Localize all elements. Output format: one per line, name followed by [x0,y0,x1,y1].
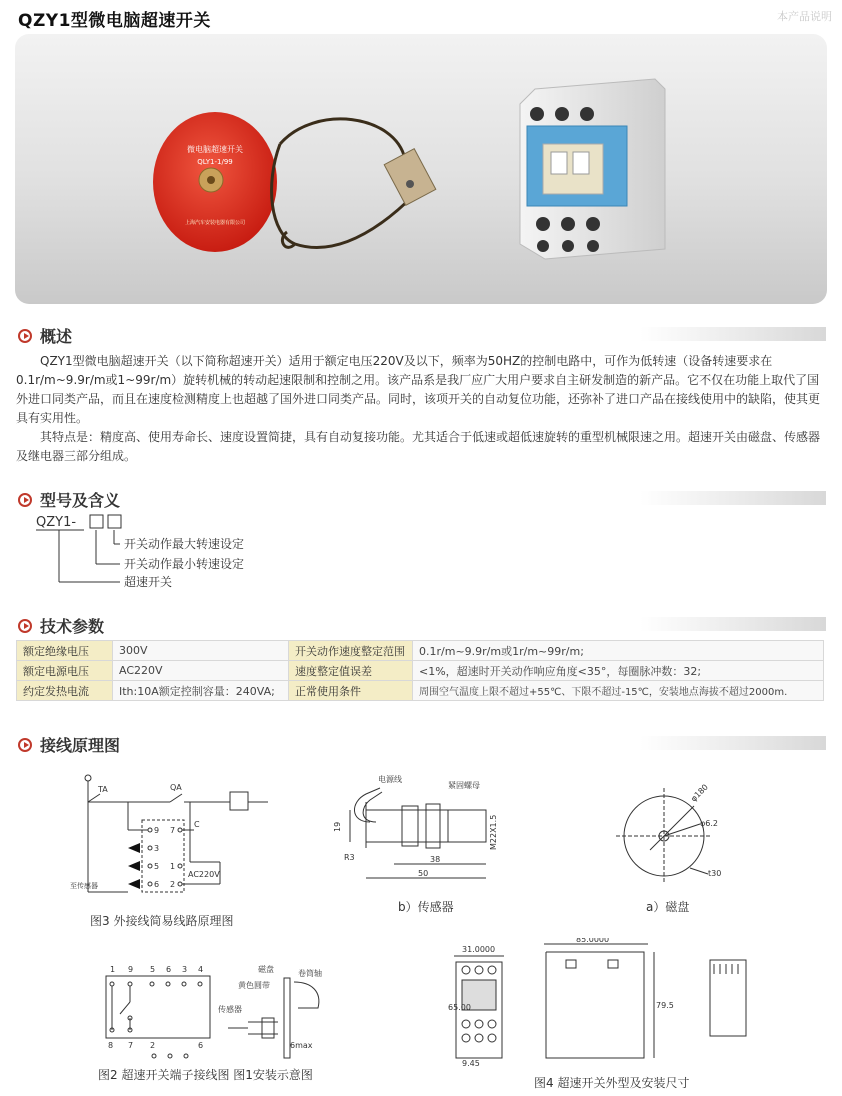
play-circle-icon [18,738,32,752]
dim-r3: R3 [344,853,355,862]
page-title: QZY1型微电脑超速开关 [18,11,211,31]
param-value: 0.1r/m~9.9r/m或1r/m~99r/m; [413,641,824,661]
label-ac220v: AC220V [188,870,220,879]
table-row [17,681,824,701]
model-line-3: 超速开关 [124,575,173,589]
dim-m22: M22X1.5 [489,814,498,850]
terminal-bottom-1: 8 [108,1041,114,1050]
model-line-1: 开关动作最大转速设定 [124,537,245,551]
terminal-bottom-2: 7 [128,1041,134,1050]
play-circle-icon [18,329,32,343]
figure-3-caption: 图3 外接线简易线路原理图 [90,914,234,928]
section-heading-wiring [18,733,120,756]
param-label: 约定发热电流 [17,681,113,701]
section-heading-params [18,614,104,637]
terminal-bottom-3: 2 [150,1041,156,1050]
label-ta: TA [98,785,108,794]
param-label: 额定电源电压 [17,661,113,681]
label-6max: 6max [290,1041,313,1050]
play-circle-icon [18,619,32,633]
model-code: QZY1- [36,515,77,530]
terminal-7: 7 [170,826,176,835]
section-bar [640,327,826,341]
label-nut: 紧固螺母 [448,781,480,790]
overview-paragraph-1: QZY1型微电脑超速开关（以下简称超速开关）适用于额定电压220V及以下，频率为50HZ的控制电路中，可作为低转速（设备转速要求在0.1r/m~9.9r/m或1~99r/m）旋转机械的转动起速限制和控制之用。该产品系是我厂应广大用户要求自主研发制造的新产品。它不仅在功能上取代了国外进口同类产品，而且在速度检测精度上也超越了国外进口同类产品。同时，该项开关的自动复位功能，还弥补了进口产品在接线使用中的缺陷，使其更具有实用性。 [16,354,821,425]
param-value: AC220V [113,661,289,681]
section-title: 型号及含义 [40,491,121,510]
figure-3-circuit [70,772,280,932]
overview-text [16,352,826,466]
terminal-top-3: 5 [150,965,156,974]
label-c: C [194,820,200,829]
product-photo [15,34,827,304]
disk-label-1: 微电脑超速开关 [187,145,243,154]
table-row [17,661,824,681]
label-magnet: 磁盘 [258,965,274,974]
dim-50: 50 [418,869,429,878]
terminal-top-6: 4 [198,965,204,974]
dim-phi180: φ180 [689,782,710,804]
dim-t30: t30 [708,869,722,878]
terminal-top-4: 6 [166,965,172,974]
label-power-cable: 电源线 [378,775,402,784]
section-bar [640,736,826,750]
label-qa: QA [170,783,182,792]
model-diagram [34,512,294,592]
param-label: 额定绝缘电压 [17,641,113,661]
param-value: <1%，超速时开关动作响应角度<35°，每圈脉冲数：32; [413,661,824,681]
dim-795: 79.5 [656,1001,674,1010]
relay-module-image [520,79,665,259]
param-value: Ith:10A额定控制容量：240VA; [113,681,289,701]
terminal-bottom-4: 6 [198,1041,204,1050]
disk-label-2: QLY1-1/99 [197,158,233,166]
disk-caption: a）磁盘 [646,900,690,914]
section-heading-overview [18,324,72,347]
overview-paragraph-2: 其特点是：精度高、使用寿命长、速度设置简捷，具有自动复接功能。尤其适合于低速或超低速旋转的重型机械限速之用。超速开关由磁盘、传感器及继电器三部分组成。 [16,430,821,463]
figure-4-caption: 图4 超速开关外型及安装尺寸 [534,1076,690,1090]
figure-2-terminal [98,962,338,1066]
header-faint-text: 本产品说明 [777,10,832,23]
disk-drawing [610,780,730,890]
terminal-6: 6 [154,880,160,889]
terminal-3: 3 [154,844,160,853]
sensor-bracket-image [384,149,436,206]
section-bar [640,617,826,631]
figure-4-dimensions [448,938,748,1068]
terminal-top-1: 1 [110,965,116,974]
sensor-caption: b）传感器 [398,900,454,914]
param-value: 300V [113,641,289,661]
section-bar [640,491,826,505]
param-value: 周围空气温度上限不超过+55℃、下限不超过-15℃，安装地点海拔不超过2000m. [413,681,824,701]
disk-footer: 上海汽车安装电器有限公司 [184,220,246,226]
terminal-top-2: 9 [128,965,134,974]
terminal-2: 2 [170,880,176,889]
dim-945: 9.45 [462,1059,480,1068]
terminal-top-5: 3 [182,965,188,974]
param-label: 正常使用条件 [289,681,413,701]
section-title: 技术参数 [40,617,105,636]
dim-38: 38 [430,855,441,864]
label-to-sensor: 至传感器 [70,882,98,890]
terminal-1: 1 [170,862,176,871]
section-title: 概述 [40,327,73,346]
play-circle-icon [18,493,32,507]
label-sensor: 传感器 [218,1005,242,1014]
magnet-disk-image [153,112,277,252]
table-row [17,641,824,661]
dim-phi62: φ6.2 [700,819,718,828]
terminal-9: 9 [154,826,160,835]
params-table [16,640,824,701]
label-shaft: 卷筒轴 [298,969,322,978]
dim-19: 19 [333,821,342,832]
param-label: 速度整定值误差 [289,661,413,681]
dim-31: 31.0000 [462,945,496,954]
label-tape: 黄色圆带 [238,981,270,990]
dim-85: 85.0000 [576,938,610,944]
model-line-2: 开关动作最小转速设定 [124,557,245,571]
section-title: 接线原理图 [40,736,121,755]
terminal-5: 5 [154,862,160,871]
dim-65: 65.00 [448,1003,471,1012]
sensor-drawing [330,772,520,896]
figure-2-caption: 图2 超速开关端子接线图 图1安装示意图 [98,1068,313,1082]
param-label: 开关动作速度整定范围 [289,641,413,661]
section-heading-model [18,488,120,511]
